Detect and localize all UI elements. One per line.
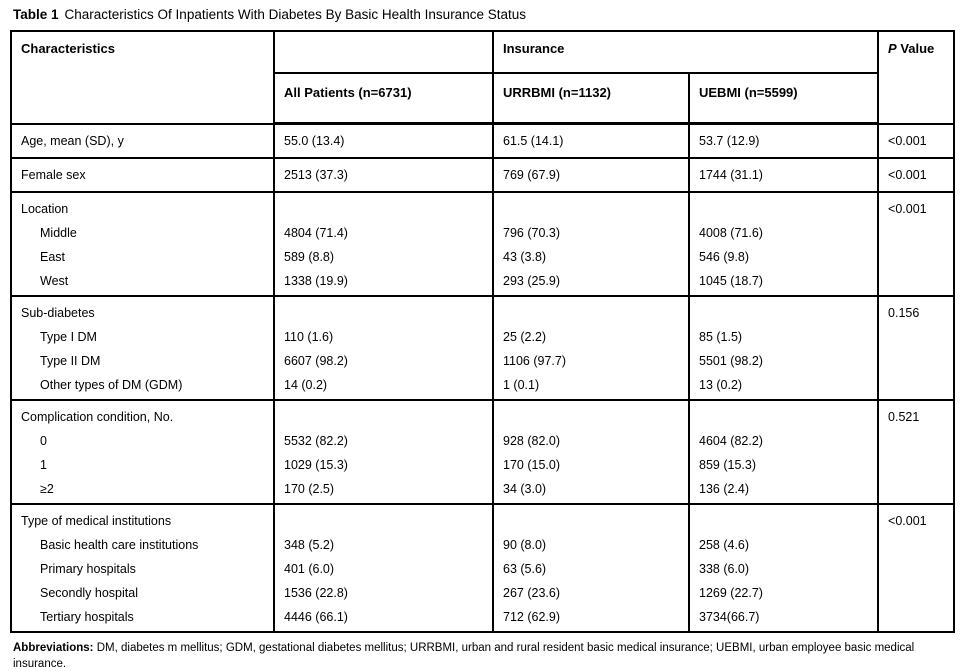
row-label: Sub-diabetes	[21, 306, 95, 320]
cell-value	[690, 405, 877, 429]
table-title	[13, 7, 953, 22]
table-title-text: Characteristics Of Inpatients With Diabetes By Basic Health Insurance Status	[64, 7, 526, 22]
characteristics-table	[10, 30, 955, 633]
p-value-cell	[878, 504, 954, 632]
cell-value: 1536 (22.8)	[284, 586, 348, 600]
value-cell	[493, 158, 689, 192]
row-label: Secondly hospital	[40, 586, 138, 600]
p-value-cell	[878, 296, 954, 400]
cell-value: 4604 (82.2)	[699, 434, 763, 448]
cell-value: 5532 (82.2)	[284, 434, 348, 448]
cell-value: 13 (0.2)	[699, 378, 743, 392]
value-cell	[274, 192, 493, 296]
p-value-cell	[878, 158, 954, 192]
cell-value: 4008 (71.6)	[699, 226, 763, 240]
row-label: East	[40, 250, 66, 264]
cell-value: 170 (2.5)	[284, 482, 335, 496]
header-p-value	[878, 31, 954, 124]
cell-value: 1744 (31.1)	[699, 168, 763, 182]
p-value: <0.001	[888, 168, 927, 182]
cell-value: 1269 (22.7)	[699, 586, 763, 600]
section-row	[11, 400, 954, 504]
cell-value	[275, 301, 492, 325]
row-label: Complication condition, No.	[21, 410, 174, 424]
header-row-1	[11, 31, 954, 73]
cell-value: 136 (2.4)	[699, 482, 750, 496]
label-cell	[11, 192, 274, 296]
section-row	[11, 124, 954, 159]
table-number-label: Table 1	[13, 7, 59, 22]
cell-value: 63 (5.6)	[503, 562, 547, 576]
row-label: Type II DM	[40, 354, 101, 368]
value-cell	[274, 296, 493, 400]
row-label: Basic health care institutions	[40, 538, 199, 552]
cell-value: 338 (6.0)	[699, 562, 750, 576]
header-col-uebmi: UEBMI (n=5599)	[689, 73, 878, 124]
cell-value: 3734(66.7)	[699, 610, 760, 624]
p-value-cell	[878, 124, 954, 159]
cell-value: 1106 (97.7)	[503, 354, 567, 368]
section-row	[11, 192, 954, 296]
cell-value: 546 (9.8)	[699, 250, 750, 264]
row-label: Location	[21, 202, 69, 216]
cell-value: 928 (82.0)	[503, 434, 560, 448]
cell-value: 43 (3.8)	[503, 250, 547, 264]
section-row	[11, 504, 954, 632]
value-cell	[493, 124, 689, 159]
row-label: Female sex	[21, 168, 86, 182]
label-cell	[11, 296, 274, 400]
cell-value: 712 (62.9)	[503, 610, 560, 624]
cell-value: 796 (70.3)	[503, 226, 560, 240]
cell-value: 6607 (98.2)	[284, 354, 348, 368]
cell-value: 348 (5.2)	[284, 538, 335, 552]
cell-value: 1029 (15.3)	[284, 458, 348, 472]
cell-value: 4804 (71.4)	[284, 226, 348, 240]
p-value: <0.001	[888, 202, 927, 216]
cell-value	[275, 197, 492, 221]
value-cell	[689, 504, 878, 632]
row-label: 0	[40, 434, 47, 448]
p-value: <0.001	[888, 133, 927, 148]
cell-value: 85 (1.5)	[699, 330, 743, 344]
value-cell	[689, 124, 878, 159]
cell-value	[494, 301, 688, 325]
abbreviations-text: DM, diabetes m mellitus; GDM, gestational diabetes mellitus; URRBMI, urban and rural resident basic medical insurance; UEBMI, urban employee basic medical insurance.	[13, 642, 915, 670]
cell-value	[690, 301, 877, 325]
header-col-urrbmi: URRBMI (n=1132)	[493, 73, 689, 124]
row-label: Type of medical institutions	[21, 514, 172, 528]
value-cell	[274, 504, 493, 632]
row-label: ≥2	[40, 482, 54, 496]
value-cell	[689, 296, 878, 400]
cell-value	[690, 509, 877, 533]
label-cell	[11, 504, 274, 632]
cell-value	[275, 405, 492, 429]
value-cell	[274, 124, 493, 159]
cell-value: 25 (2.2)	[503, 330, 547, 344]
row-label: West	[40, 274, 69, 288]
label-cell	[11, 400, 274, 504]
header-col-all-patients: All Patients (n=6731)	[274, 73, 493, 124]
p-value: 0.521	[888, 410, 920, 424]
cell-value: 4446 (66.1)	[284, 610, 348, 624]
cell-value	[275, 509, 492, 533]
footnote	[13, 640, 946, 671]
cell-value: 55.0 (13.4)	[284, 134, 345, 148]
section-row	[11, 158, 954, 192]
cell-value: 769 (67.9)	[503, 168, 560, 182]
value-cell	[274, 400, 493, 504]
cell-value: 5501 (98.2)	[699, 354, 763, 368]
header-insurance: Insurance	[493, 31, 878, 73]
cell-value: 170 (15.0)	[503, 458, 560, 472]
section-row	[11, 296, 954, 400]
cell-value: 293 (25.9)	[503, 274, 560, 288]
value-cell	[274, 158, 493, 192]
abbreviations-label: Abbreviations:	[13, 642, 94, 654]
cell-value: 859 (15.3)	[699, 458, 756, 472]
value-cell	[493, 296, 689, 400]
cell-value: 1 (0.1)	[503, 378, 540, 392]
label-cell	[11, 158, 274, 192]
row-label: Tertiary hospitals	[40, 610, 134, 624]
cell-value: 401 (6.0)	[284, 562, 335, 576]
cell-value: 1045 (18.7)	[699, 274, 763, 288]
cell-value: 34 (3.0)	[503, 482, 547, 496]
cell-value	[494, 197, 688, 221]
row-label: Primary hospitals	[40, 562, 136, 576]
p-value-cell	[878, 192, 954, 296]
cell-value: 53.7 (12.9)	[699, 134, 760, 148]
header-characteristics: Characteristics	[11, 31, 274, 124]
value-cell	[689, 400, 878, 504]
p-value-symbol: P	[888, 41, 897, 56]
cell-value	[494, 509, 688, 533]
p-value: <0.001	[888, 514, 927, 528]
value-cell	[493, 192, 689, 296]
cell-value: 258 (4.6)	[699, 538, 750, 552]
p-value: 0.156	[888, 306, 920, 320]
row-label: 1	[40, 458, 47, 472]
p-value-cell	[878, 400, 954, 504]
value-cell	[493, 504, 689, 632]
row-label: Other types of DM (GDM)	[40, 378, 183, 392]
cell-value	[494, 405, 688, 429]
header-empty-cell	[274, 31, 493, 73]
cell-value: 90 (8.0)	[503, 538, 547, 552]
cell-value: 1338 (19.9)	[284, 274, 348, 288]
row-label: Type I DM	[40, 330, 97, 344]
cell-value: 267 (23.6)	[503, 586, 560, 600]
cell-value: 61.5 (14.1)	[503, 134, 564, 148]
value-cell	[689, 192, 878, 296]
row-label: Age, mean (SD), y	[21, 133, 124, 148]
table-body	[11, 124, 954, 633]
cell-value	[690, 197, 877, 221]
cell-value: 14 (0.2)	[284, 378, 328, 392]
value-cell	[689, 158, 878, 192]
cell-value: 589 (8.8)	[284, 250, 335, 264]
label-cell	[11, 124, 274, 159]
cell-value: 2513 (37.3)	[284, 168, 348, 182]
value-cell	[493, 400, 689, 504]
row-label: Middle	[40, 226, 77, 240]
p-value-word: Value	[900, 41, 935, 56]
cell-value: 110 (1.6)	[284, 330, 334, 344]
